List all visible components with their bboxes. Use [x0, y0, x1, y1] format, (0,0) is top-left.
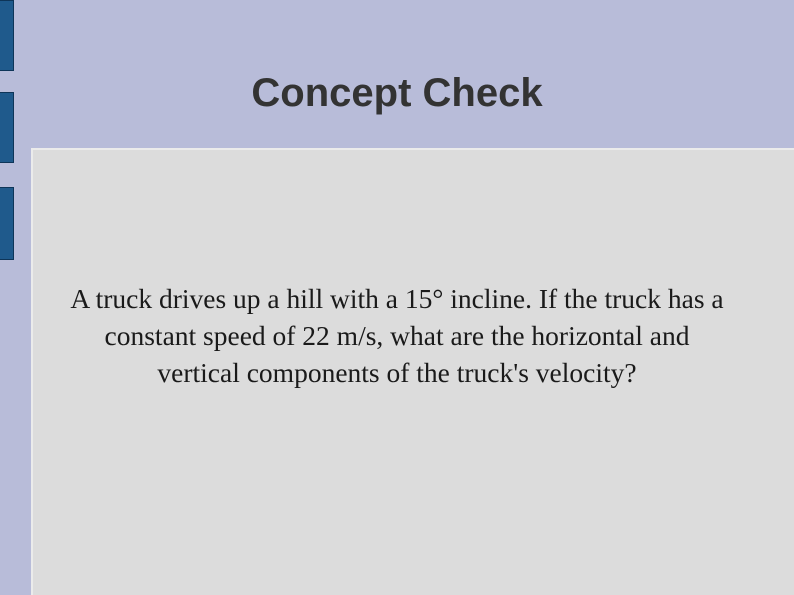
slide-body-text: A truck drives up a hill with a 15° incline. If the truck has a constant speed of 22 m/s, what are the horizontal and vertical components of the truck's velocity?	[70, 283, 724, 388]
accent-bar-top	[0, 0, 14, 71]
slide-title: Concept Check	[251, 71, 543, 115]
accent-bar-bottom	[0, 187, 14, 260]
